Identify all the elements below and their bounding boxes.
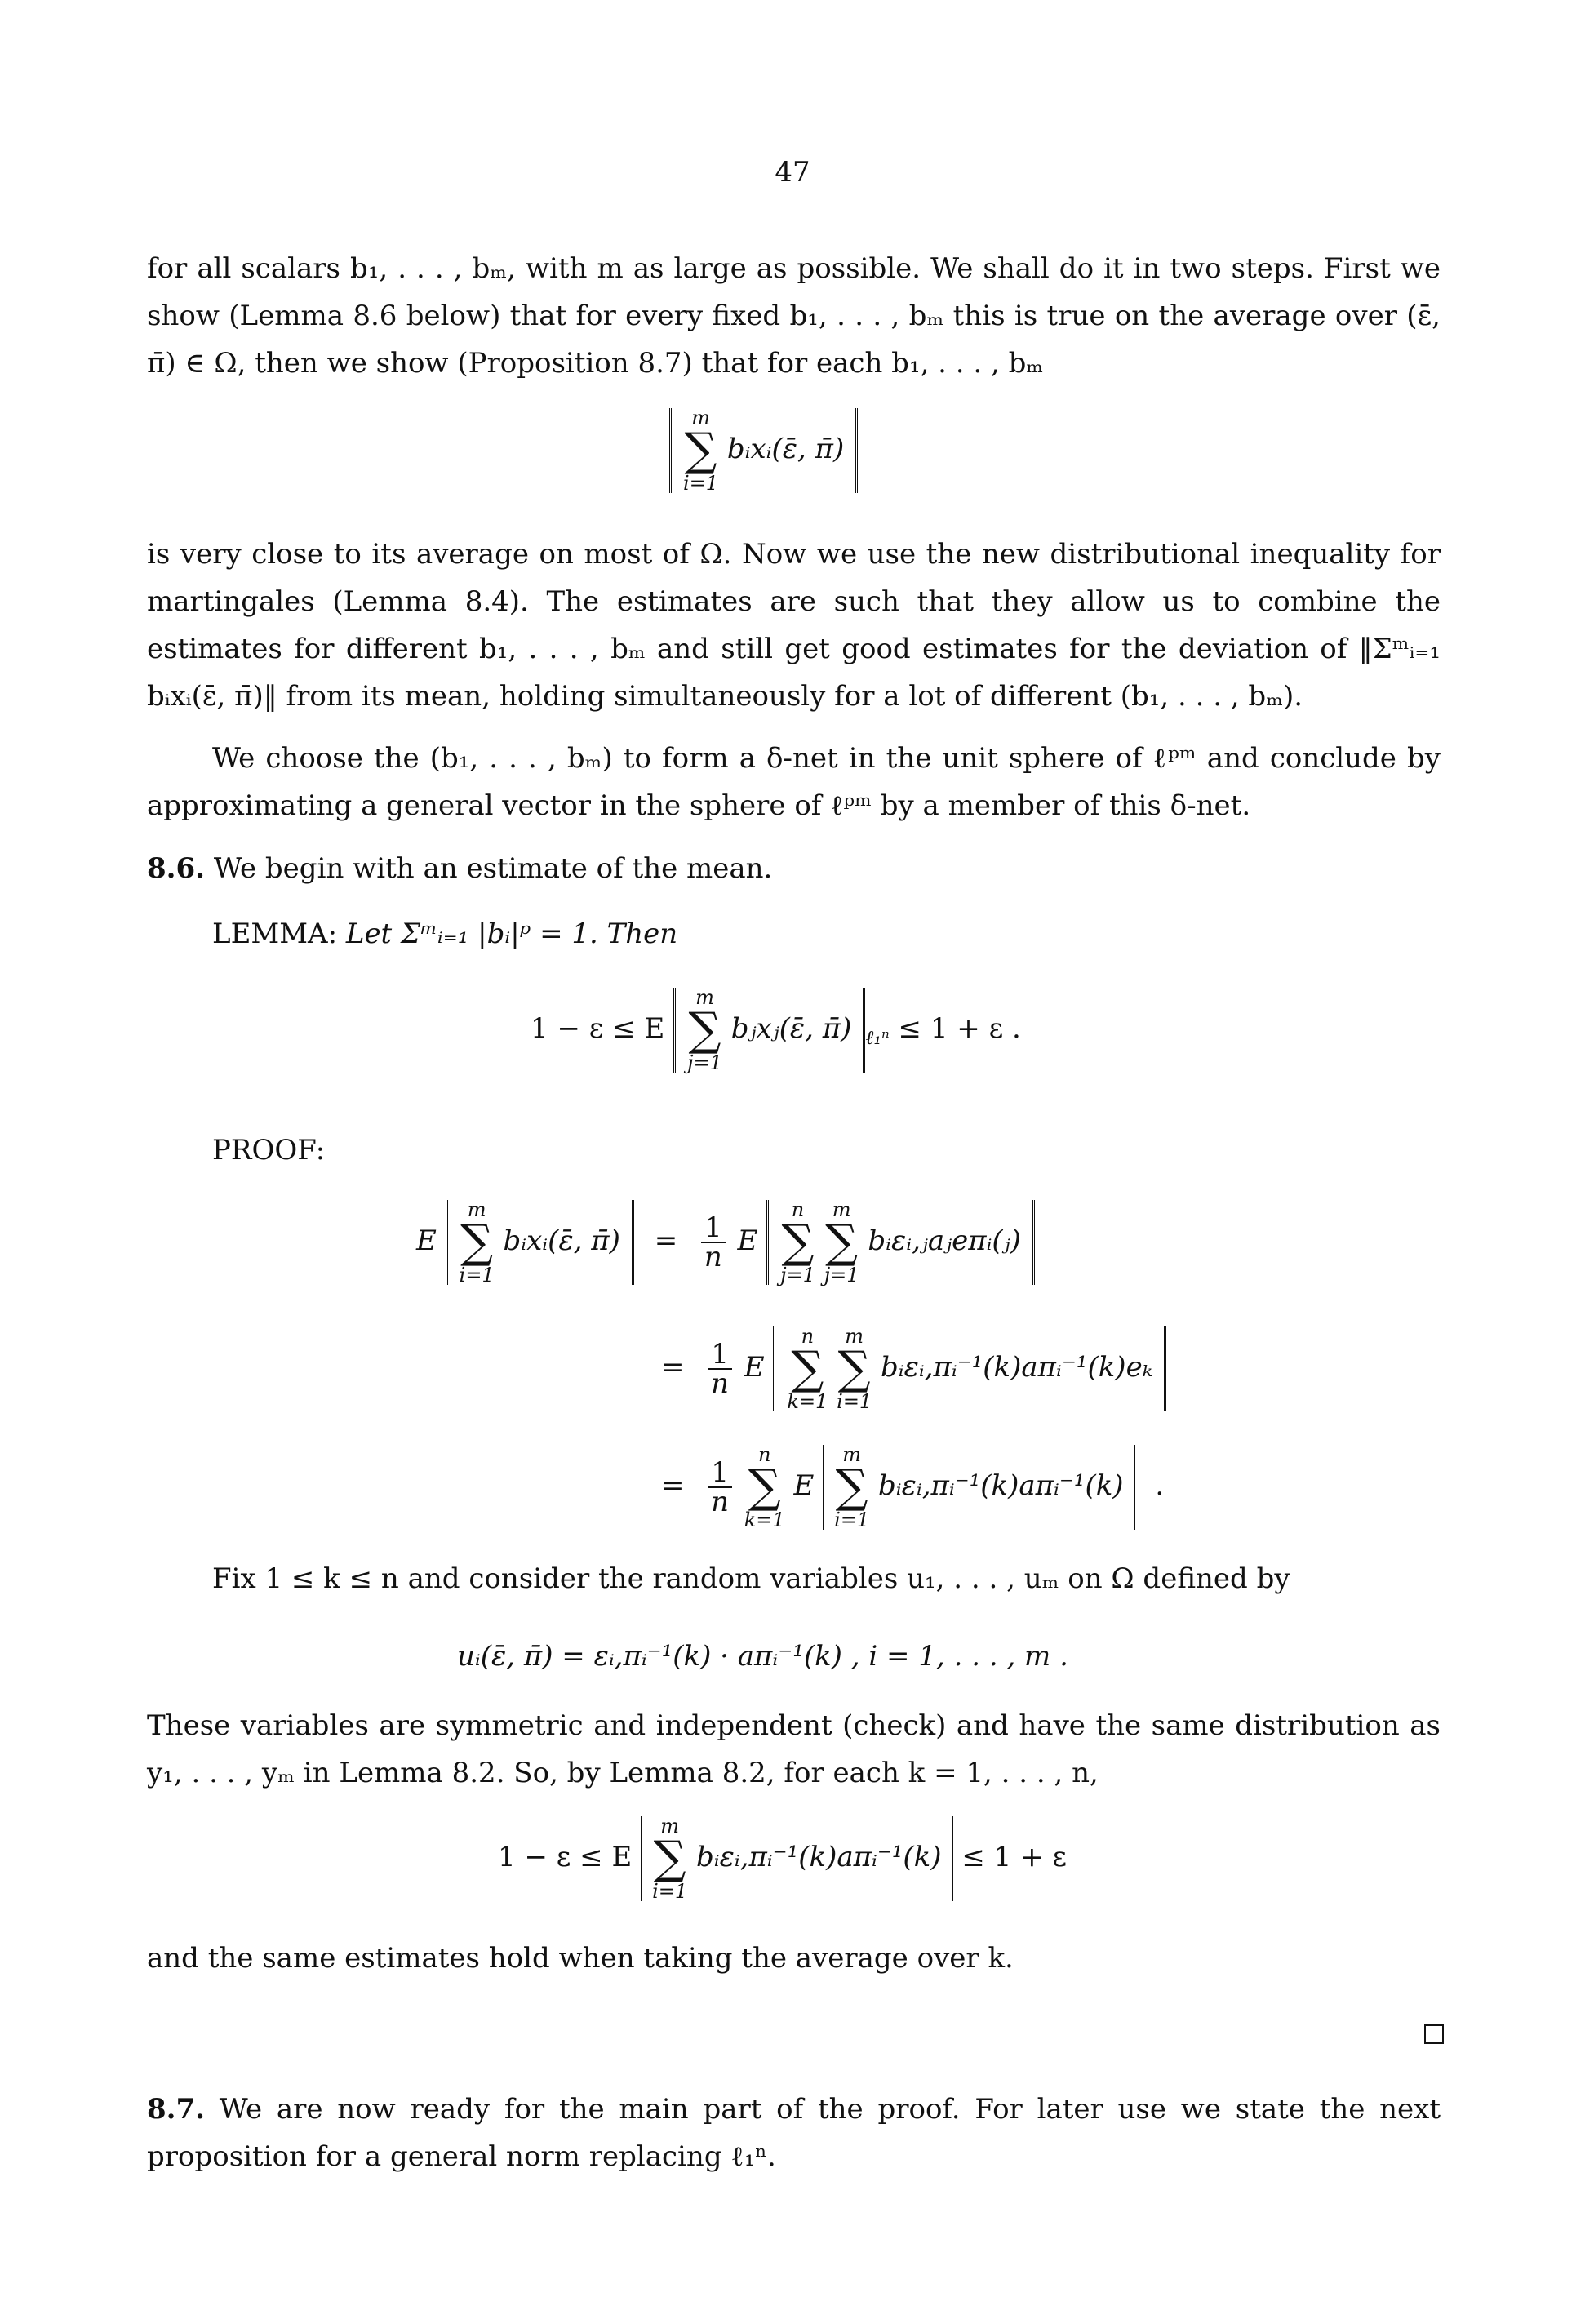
equation-norm-sum xyxy=(669,408,858,493)
paragraph-1: for all scalars b₁, . . . , bₘ, with m as large as possible. We shall do it in two steps. First we show (Lemma 8.6 below) that for every fixed b₁, . . . , bₘ this is true on the average over (ε̄, π̄) ∈ Ω, then we show (Proposition 8.7) that for each b₁, . . . , bₘ xyxy=(147,252,1441,380)
sum-lower-limit: k=1 xyxy=(787,1390,828,1413)
equation-u-definition: uᵢ(ε̄, π̄) = εᵢ,πᵢ⁻¹(k) · aπᵢ⁻¹(k) , i = 1, . . . , m . xyxy=(457,1640,1068,1673)
sigma-symbol: m ∑ j=1 xyxy=(687,986,722,1074)
paragraph-5: These variables are symmetric and independent (check) and have the same distribution as y₁, . . . , yₘ in Lemma 8.2. So, by Lemma 8.2, for each k = 1, . . . , n, xyxy=(147,1709,1441,1789)
lemma-text: Let Σᵐᵢ₌₁ |bᵢ|ᵖ = 1. Then xyxy=(345,918,678,950)
equals-sign: = xyxy=(661,1351,685,1384)
sum-upper-limit: m xyxy=(832,1198,851,1221)
sum-body: bᵢεᵢ,πᵢ⁻¹(k)aπᵢ⁻¹(k) xyxy=(878,1469,1124,1502)
sum-lower-limit: i=1 xyxy=(652,1880,688,1903)
norm-bars xyxy=(673,988,865,1073)
paragraph-6: and the same estimates hold when taking the average over k. xyxy=(147,1942,1014,1975)
section-8-6 xyxy=(147,845,1441,892)
sum-body: bᵢxᵢ(ε̄, π̄) xyxy=(503,1224,620,1257)
sigma-symbol: m ∑ i=1 xyxy=(683,407,719,495)
sum-lower-limit: i=1 xyxy=(834,1509,870,1531)
sum-upper-limit: m xyxy=(695,986,714,1009)
lemma-eq-left: 1 − ε ≤ E xyxy=(531,1012,665,1045)
sum-lower-limit: j=1 xyxy=(687,1051,722,1074)
expectation-symbol: E xyxy=(744,1351,765,1384)
section-8-7 xyxy=(147,2086,1441,2180)
sum-lower-limit: i=1 xyxy=(459,1264,495,1286)
sum-body: bᵢεᵢ,πᵢ⁻¹(k)aπᵢ⁻¹(k) xyxy=(695,1841,942,1873)
norm-bars: m ∑ i=1 bᵢxᵢ(ε̄, π̄) xyxy=(446,1200,634,1285)
equals-sign: = xyxy=(654,1224,678,1257)
sum-upper-limit: m xyxy=(691,407,710,429)
section-8-6-label: 8.6. xyxy=(147,852,205,885)
fraction-numerator: 1 xyxy=(708,1459,732,1488)
proof-equation-line-1 xyxy=(416,1200,1035,1285)
sum-upper-limit: n xyxy=(801,1325,815,1348)
proof-equation-line-2 xyxy=(661,1326,1166,1411)
absolute-value-bars: m ∑ i=1 bᵢεᵢ,πᵢ⁻¹(k)aπᵢ⁻¹(k) xyxy=(641,1816,952,1901)
expectation-symbol: E xyxy=(416,1224,437,1257)
section-8-7-text: We are now ready for the main part of the proof. For later use we state the next proposition for a general norm replacing ℓ₁ⁿ. xyxy=(147,2093,1441,2173)
equation-lemma-8-2-bounds xyxy=(498,1816,1067,1901)
lemma-label: LEMMA: xyxy=(212,918,338,950)
paragraph-3: We choose the (b₁, . . . , bₘ) to form a δ-net in the unit sphere of ℓᵖᵐ and conclude by approximating a general vector in the sphere of ℓᵖᵐ by a member of this δ-net. xyxy=(147,742,1441,822)
absolute-value-bars: m ∑ i=1 bᵢεᵢ,πᵢ⁻¹(k)aπᵢ⁻¹(k) xyxy=(823,1445,1134,1530)
sum-upper-limit: n xyxy=(791,1198,805,1221)
lemma-eq-left: 1 − ε ≤ E xyxy=(498,1841,633,1873)
lemma-eq-right: ≤ 1 + ε . xyxy=(898,1012,1021,1045)
sum-lower-limit: j=1 xyxy=(824,1264,859,1286)
norm-subscript: ℓ₁ⁿ xyxy=(865,1025,890,1049)
fraction-denominator: n xyxy=(704,1241,722,1273)
sum-upper-limit: n xyxy=(757,1443,771,1466)
sum-body: bᵢεᵢ,πᵢ⁻¹(k)aπᵢ⁻¹(k)eₖ xyxy=(881,1351,1153,1384)
fraction-denominator: n xyxy=(711,1486,730,1518)
sum-upper-limit: m xyxy=(660,1815,679,1837)
proof-label: PROOF: xyxy=(212,1134,326,1166)
norm-bars: n ∑ j=1 m ∑ j=1 bᵢεᵢ,ⱼaⱼeπᵢ(ⱼ) xyxy=(766,1200,1035,1285)
sum-body: bᵢxᵢ(ε̄, π̄) xyxy=(726,433,845,465)
expectation-symbol: E xyxy=(737,1224,758,1257)
equals-sign: = xyxy=(661,1469,685,1502)
paragraph-2: is very close to its average on most of Ω. Now we use the new distributional inequality for martingales (Lemma 8.4). The estimates are such that they allow us to combine the estimates for different b₁, . . . , bₘ and still get good estimates for the deviation of ‖Σᵐᵢ₌₁ bᵢxᵢ(ε̄, π̄)‖ from its mean, holding simultaneously for a lot of different (b₁, . . . , bₘ). xyxy=(147,538,1441,713)
norm-bars: n ∑ k=1 m ∑ i=1 bᵢεᵢ,πᵢ⁻¹(k)aπᵢ⁻¹(k)eₖ xyxy=(773,1326,1166,1411)
sum-lower-limit: k=1 xyxy=(744,1509,785,1531)
proof-equation-line-3: = $\frac{1}{n}$ n ∑ k=1 E m ∑ i=1 bᵢεᵢ,πᵢ⁻¹(k)aπᵢ⁻¹(k) . xyxy=(661,1443,1165,1531)
sum-lower-limit: j=1 xyxy=(780,1264,815,1286)
norm-bars xyxy=(669,408,858,493)
expectation-symbol: E xyxy=(793,1469,815,1502)
period: . xyxy=(1155,1469,1165,1502)
equation-lemma-bounds xyxy=(531,988,1021,1073)
sum-upper-limit: m xyxy=(845,1325,864,1348)
section-8-6-text: We begin with an estimate of the mean. xyxy=(213,852,773,885)
fraction-denominator: n xyxy=(711,1367,730,1400)
fraction xyxy=(701,1211,726,1273)
paragraph-4: Fix 1 ≤ k ≤ n and consider the random variables u₁, . . . , uₘ on Ω defined by xyxy=(212,1562,1290,1595)
sum-lower-limit: i=1 xyxy=(837,1390,872,1413)
sum-upper-limit: m xyxy=(842,1443,862,1466)
sum-lower-limit: i=1 xyxy=(683,472,719,495)
section-8-7-label: 8.7. xyxy=(147,2093,205,2126)
lemma-eq-right: ≤ 1 + ε xyxy=(961,1841,1067,1873)
lemma-statement xyxy=(212,910,1355,958)
sum-upper-limit: m xyxy=(467,1198,486,1221)
sum-body: bⱼxⱼ(ε̄, π̄) xyxy=(730,1012,852,1045)
fraction-numerator: 1 xyxy=(708,1340,732,1370)
qed-square-icon xyxy=(1424,2024,1444,2044)
page-number: 47 xyxy=(775,156,810,189)
fraction-numerator: 1 xyxy=(701,1214,726,1243)
sum-body: bᵢεᵢ,ⱼaⱼeπᵢ(ⱼ) xyxy=(868,1224,1021,1257)
